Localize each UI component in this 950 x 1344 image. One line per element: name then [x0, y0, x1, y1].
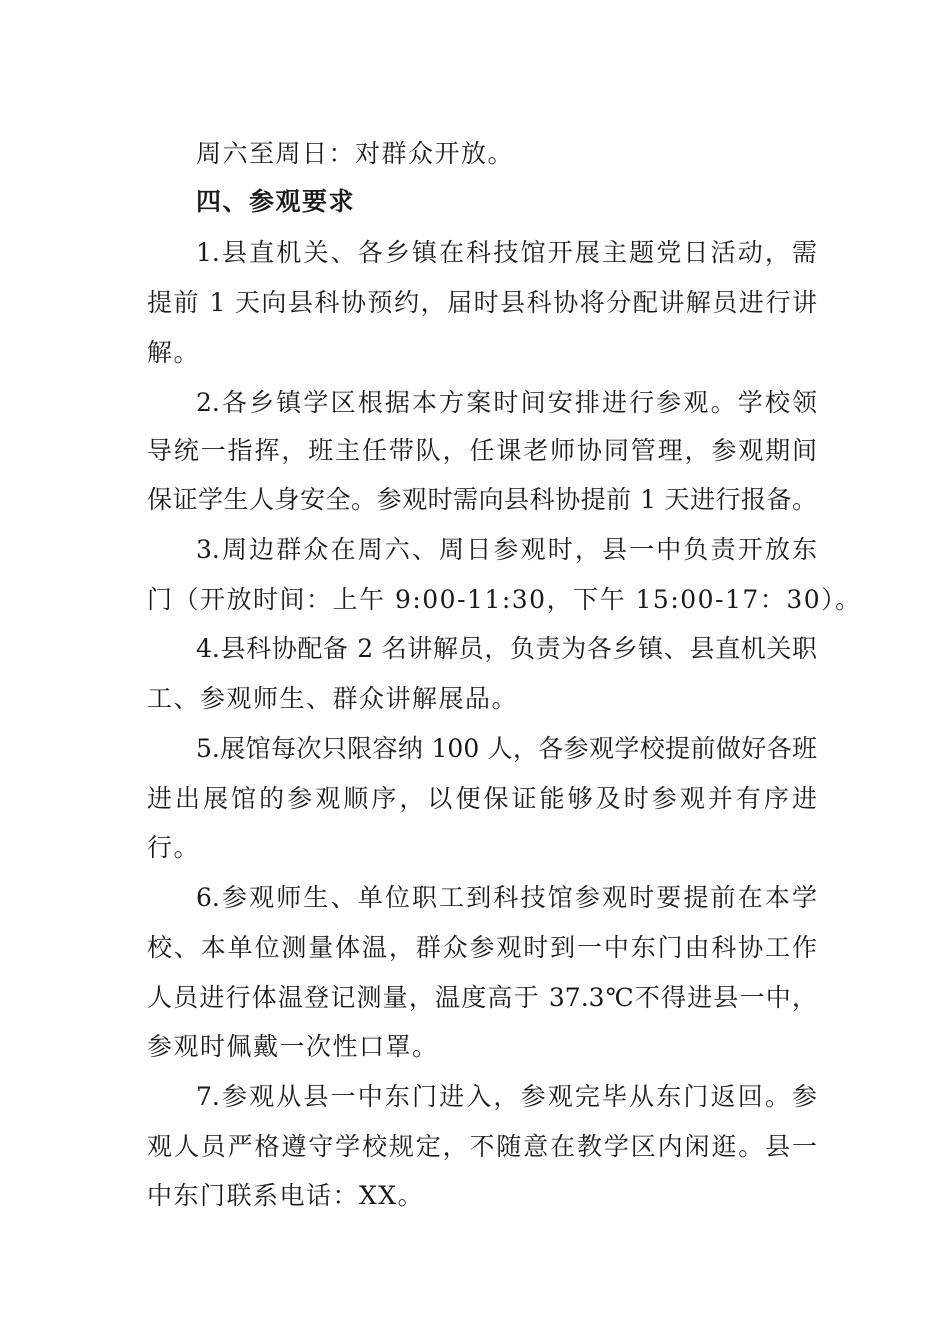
item-6-line-3: 人员进行体温登记测量，温度高于 37.3℃不得进县一中，: [147, 983, 817, 1012]
item-6-line-1: 6.参观师生、单位职工到科技馆参观时要提前在本学: [196, 883, 817, 912]
item-6-line-4: 参观时佩戴一次性口罩。: [147, 1032, 439, 1061]
item-7-line-1: 7.参观从县一中东门进入，参观完毕从东门返回。参: [196, 1082, 817, 1111]
item-2-line-3: 保证学生人身安全。参观时需向县科协提前 1 天进行报备。: [147, 485, 817, 514]
item-5-line-3: 行。: [147, 833, 201, 862]
item-4-line-1: 4.县科协配备 2 名讲解员，负责为各乡镇、县直机关职: [196, 634, 817, 663]
item-7-line-2: 观人员严格遵守学校规定，不随意在教学区内闲逛。县一: [147, 1132, 817, 1161]
paragraph-open-weekend: 周六至周日：对群众开放。: [196, 139, 515, 168]
item-4-line-2: 工、参观师生、群众讲解展品。: [147, 684, 519, 713]
item-7-line-3: 中东门联系电话：XX。: [147, 1181, 425, 1210]
item-2-line-2: 导统一指挥，班主任带队，任课老师协同管理，参观期间: [147, 436, 817, 465]
section-heading: 四、参观要求: [196, 187, 356, 216]
item-1-line-3: 解。: [147, 338, 201, 367]
item-5-line-2: 进出展馆的参观顺序，以便保证能够及时参观并有序进: [147, 784, 817, 813]
item-1-line-2: 提前 1 天向县科协预约，届时县科协将分配讲解员进行讲: [147, 288, 817, 317]
item-1-line-1: 1.县直机关、各乡镇在科技馆开展主题党日活动，需: [196, 238, 817, 267]
item-3-line-1: 3.周边群众在周六、周日参观时，县一中负责开放东: [196, 535, 817, 564]
item-3-line-2: 门（开放时间：上午 9:00-11:30，下午 15:00-17：30）。: [147, 585, 862, 614]
item-2-line-1: 2.各乡镇学区根据本方案时间安排进行参观。学校领: [196, 388, 817, 417]
item-5-line-1: 5.展馆每次只限容纳 100 人，各参观学校提前做好各班: [196, 734, 817, 763]
item-6-line-2: 校、本单位测量体温，群众参观时到一中东门由科协工作: [147, 933, 817, 962]
